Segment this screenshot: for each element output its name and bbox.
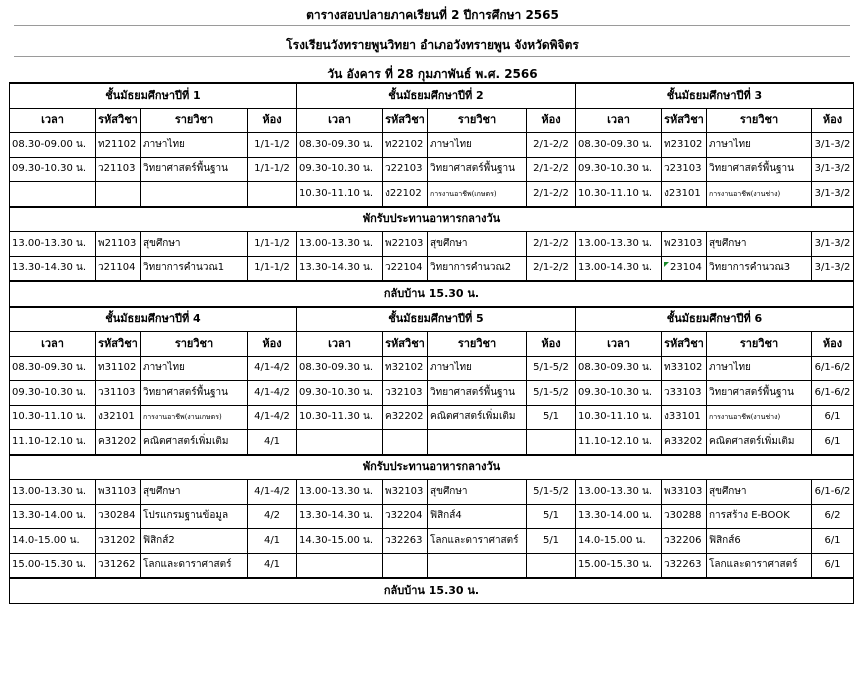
time-cell: 13.30-14.00 น.: [576, 504, 662, 529]
time-cell: 15.00-15.30 น.: [10, 553, 96, 578]
column-header-row: [10, 108, 854, 133]
subject-cell: [141, 182, 248, 207]
column-header-room: ห้อง: [527, 108, 576, 133]
code-text: ค33202: [664, 435, 703, 447]
code-text: ว32206: [664, 534, 702, 546]
column-header-subject: รายวิชา: [141, 108, 248, 133]
table-row: [10, 182, 854, 207]
column-header-code: รหัสวิชา: [662, 108, 707, 133]
column-header-code: รหัสวิชา: [96, 332, 141, 357]
column-header-time: เวลา: [576, 108, 662, 133]
time-cell: 10.30-11.10 น.: [576, 182, 662, 207]
time-cell: 13.30-14.00 น.: [10, 504, 96, 529]
grade-heading: ชั้นมัธยมศึกษาปีที่ 4: [10, 307, 297, 332]
code-cell: [383, 182, 428, 207]
time-cell: 08.30-09.30 น.: [576, 133, 662, 158]
table-row: [10, 381, 854, 406]
code-text: พ32103: [385, 485, 424, 497]
code-text: ง32101: [98, 411, 135, 423]
subject-cell: ภาษาไทย: [707, 356, 812, 381]
code-text: ว32204: [385, 510, 423, 522]
room-cell: 5/1-5/2: [527, 480, 576, 505]
code-text: ว22103: [385, 163, 423, 175]
room-cell: 1/1-1/2: [248, 157, 297, 182]
grade-heading: ชั้นมัธยมศึกษาปีที่ 6: [576, 307, 854, 332]
column-header-code: รหัสวิชา: [662, 332, 707, 357]
home-row: [10, 578, 854, 603]
room-cell: 3/1-3/2: [812, 182, 854, 207]
time-cell: 13.00-14.30 น.: [576, 256, 662, 281]
code-text: 23104: [670, 262, 702, 274]
subject-cell: วิทยาศาสตร์พื้นฐาน: [707, 381, 812, 406]
time-cell: 13.30-14.30 น.: [297, 504, 383, 529]
column-header-room: ห้อง: [812, 108, 854, 133]
table-row: [10, 256, 854, 281]
room-cell: 5/1: [527, 504, 576, 529]
room-cell: 5/1-5/2: [527, 381, 576, 406]
table-row: [10, 133, 854, 158]
room-cell: 3/1-3/2: [812, 232, 854, 257]
subject-cell: ภาษาไทย: [428, 133, 527, 158]
code-text: พ21103: [98, 237, 137, 249]
code-text: ว33103: [664, 386, 702, 398]
subject-cell: วิทยาการคำนวณ3: [707, 256, 812, 281]
code-cell: [662, 256, 707, 281]
code-cell: [662, 405, 707, 430]
time-cell: 10.30-11.10 น.: [576, 405, 662, 430]
time-cell: [297, 430, 383, 455]
divider: [14, 25, 850, 26]
code-cell: [96, 480, 141, 505]
code-cell: [96, 553, 141, 578]
subject-cell: การสร้าง E-BOOK: [707, 504, 812, 529]
column-header-code: รหัสวิชา: [96, 108, 141, 133]
code-text: ว32263: [664, 559, 702, 571]
comment-marker-icon: [664, 262, 669, 267]
code-cell: [96, 232, 141, 257]
divider: [14, 56, 850, 57]
code-text: ท31102: [98, 362, 137, 374]
subject-cell: โลกและดาราศาสตร์: [707, 553, 812, 578]
grade-heading: ชั้นมัธยมศึกษาปีที่ 3: [576, 83, 854, 108]
lunch-row: [10, 207, 854, 232]
column-header-subject: รายวิชา: [141, 332, 248, 357]
time-cell: 10.30-11.10 น.: [297, 182, 383, 207]
code-text: ท33102: [664, 362, 703, 374]
home-row: [10, 281, 854, 307]
column-header-time: เวลา: [576, 332, 662, 357]
room-cell: 2/1-2/2: [527, 157, 576, 182]
go-home-label: กลับบ้าน 15.30 น.: [10, 281, 854, 307]
column-header-time: เวลา: [10, 108, 96, 133]
subject-cell: วิทยาศาสตร์พื้นฐาน: [428, 381, 527, 406]
time-cell: 15.00-15.30 น.: [576, 553, 662, 578]
subject-cell: การงานอาชีพ(งานเกษตร): [141, 405, 248, 430]
code-cell: [383, 504, 428, 529]
code-cell: [662, 381, 707, 406]
time-cell: 10.30-11.10 น.: [10, 405, 96, 430]
time-cell: 13.00-13.30 น.: [576, 480, 662, 505]
room-cell: 4/2: [248, 504, 297, 529]
lunch-break-label: พักรับประทานอาหารกลางวัน: [10, 455, 854, 480]
subject-cell: ฟิสิกส์6: [707, 529, 812, 554]
column-header-time: เวลา: [10, 332, 96, 357]
subject-cell: โปรแกรมฐานข้อมูล: [141, 504, 248, 529]
code-cell: [662, 133, 707, 158]
room-cell: 1/1-1/2: [248, 256, 297, 281]
code-cell: [383, 405, 428, 430]
code-text: พ31103: [98, 485, 137, 497]
code-text: พ22103: [385, 237, 424, 249]
room-cell: 6/2: [812, 504, 854, 529]
time-cell: 10.30-11.30 น.: [297, 405, 383, 430]
code-cell: [96, 256, 141, 281]
time-cell: 13.30-14.30 น.: [297, 256, 383, 281]
code-text: ค31202: [98, 435, 137, 447]
code-text: ว31202: [98, 534, 136, 546]
code-cell: [96, 356, 141, 381]
subject-cell: ฟิสิกส์2: [141, 529, 248, 554]
code-cell: [383, 232, 428, 257]
room-cell: 6/1-6/2: [812, 356, 854, 381]
room-cell: 6/1-6/2: [812, 480, 854, 505]
column-header-subject: รายวิชา: [707, 108, 812, 133]
grade-header-row: [10, 307, 854, 332]
subject-cell: คณิตศาสตร์เพิ่มเติม: [428, 405, 527, 430]
room-cell: 4/1: [248, 529, 297, 554]
code-cell: [383, 553, 428, 578]
subject-cell: ภาษาไทย: [707, 133, 812, 158]
code-cell: [383, 256, 428, 281]
subject-cell: ภาษาไทย: [428, 356, 527, 381]
code-text: ว31103: [98, 386, 136, 398]
subject-cell: ภาษาไทย: [141, 133, 248, 158]
code-cell: [96, 430, 141, 455]
room-cell: 2/1-2/2: [527, 133, 576, 158]
room-cell: [527, 553, 576, 578]
code-cell: [662, 182, 707, 207]
code-cell: [662, 232, 707, 257]
room-cell: 6/1: [812, 553, 854, 578]
time-cell: 09.30-10.30 น.: [576, 157, 662, 182]
room-cell: [527, 430, 576, 455]
time-cell: 09.30-10.30 น.: [297, 381, 383, 406]
time-cell: 08.30-09.30 น.: [576, 356, 662, 381]
time-cell: 13.00-13.30 น.: [576, 232, 662, 257]
column-header-subject: รายวิชา: [428, 108, 527, 133]
code-text: ว32103: [385, 386, 423, 398]
room-cell: 5/1: [527, 405, 576, 430]
room-cell: 6/1: [812, 529, 854, 554]
room-cell: 5/1: [527, 529, 576, 554]
column-header-room: ห้อง: [248, 332, 297, 357]
subject-cell: [428, 430, 527, 455]
subject-cell: [428, 553, 527, 578]
code-text: ว21104: [98, 262, 136, 274]
time-cell: 09.30-10.30 น.: [576, 381, 662, 406]
code-text: ว21103: [98, 163, 136, 175]
code-cell: [96, 133, 141, 158]
lunch-row: [10, 455, 854, 480]
time-cell: 14.0-15.00 น.: [576, 529, 662, 554]
time-cell: 08.30-09.30 น.: [10, 356, 96, 381]
code-cell: [662, 480, 707, 505]
room-cell: 1/1-1/2: [248, 133, 297, 158]
code-text: ง22102: [385, 187, 422, 199]
code-text: ง33101: [664, 411, 701, 423]
code-cell: [662, 504, 707, 529]
code-text: ง23101: [664, 187, 701, 199]
code-text: ท32102: [385, 362, 424, 374]
subject-cell: ภาษาไทย: [141, 356, 248, 381]
table-row: [10, 356, 854, 381]
subject-cell: วิทยาศาสตร์พื้นฐาน: [707, 157, 812, 182]
room-cell: 4/1: [248, 553, 297, 578]
subject-cell: คณิตศาสตร์เพิ่มเติม: [141, 430, 248, 455]
time-cell: 08.30-09.30 น.: [297, 356, 383, 381]
time-cell: 11.10-12.10 น.: [576, 430, 662, 455]
code-cell: [96, 182, 141, 207]
code-text: พ33103: [664, 485, 703, 497]
column-header-room: ห้อง: [527, 332, 576, 357]
code-cell: [96, 381, 141, 406]
code-text: ว31262: [98, 559, 136, 571]
room-cell: 3/1-3/2: [812, 157, 854, 182]
table-row: [10, 232, 854, 257]
date-line: วัน อังคาร ที่ 28 กุมภาพันธ์ พ.ศ. 2566: [327, 67, 538, 81]
column-header-time: เวลา: [297, 332, 383, 357]
grade-header-row: [10, 83, 854, 108]
code-cell: [383, 480, 428, 505]
code-cell: [383, 356, 428, 381]
go-home-label: กลับบ้าน 15.30 น.: [10, 578, 854, 603]
code-cell: [96, 504, 141, 529]
subject-cell: การงานอาชีพ(เกษตร): [428, 182, 527, 207]
code-cell: [383, 157, 428, 182]
room-cell: 4/1-4/2: [248, 381, 297, 406]
room-cell: 4/1-4/2: [248, 356, 297, 381]
room-cell: 6/1: [812, 430, 854, 455]
code-text: ว30284: [98, 510, 136, 522]
column-header-subject: รายวิชา: [707, 332, 812, 357]
code-text: ท22102: [385, 138, 424, 150]
column-header-room: ห้อง: [812, 332, 854, 357]
subject-cell: สุขศึกษา: [428, 480, 527, 505]
subject-cell: การงานอาชีพ(งานช่าง): [707, 182, 812, 207]
time-cell: [10, 182, 96, 207]
table-row: [10, 553, 854, 578]
room-cell: 5/1-5/2: [527, 356, 576, 381]
table-row: [10, 529, 854, 554]
subject-cell: สุขศึกษา: [428, 232, 527, 257]
room-cell: [248, 182, 297, 207]
grade-heading: ชั้นมัธยมศึกษาปีที่ 5: [297, 307, 576, 332]
code-text: ว23103: [664, 163, 702, 175]
time-cell: 09.30-10.30 น.: [10, 381, 96, 406]
subject-cell: สุขศึกษา: [141, 232, 248, 257]
code-text: ท21102: [98, 138, 137, 150]
title-line: ตารางสอบปลายภาคเรียนที่ 2 ปีการศึกษา 2565: [306, 8, 559, 22]
time-cell: 13.00-13.30 น.: [297, 232, 383, 257]
code-cell: [96, 405, 141, 430]
subject-cell: ฟิสิกส์4: [428, 504, 527, 529]
code-text: ว22104: [385, 262, 423, 274]
room-cell: 4/1: [248, 430, 297, 455]
exam-schedule-table: [9, 82, 854, 604]
column-header-code: รหัสวิชา: [383, 332, 428, 357]
time-cell: 14.30-15.00 น.: [297, 529, 383, 554]
code-cell: [383, 430, 428, 455]
lunch-break-label: พักรับประทานอาหารกลางวัน: [10, 207, 854, 232]
time-cell: 08.30-09.30 น.: [297, 133, 383, 158]
grade-heading: ชั้นมัธยมศึกษาปีที่ 2: [297, 83, 576, 108]
time-cell: 14.0-15.00 น.: [10, 529, 96, 554]
table-row: [10, 504, 854, 529]
subject-cell: วิทยาศาสตร์พื้นฐาน: [428, 157, 527, 182]
room-cell: 3/1-3/2: [812, 256, 854, 281]
subject-cell: คณิตศาสตร์เพิ่มเติม: [707, 430, 812, 455]
subject-cell: สุขศึกษา: [707, 232, 812, 257]
table-row: [10, 157, 854, 182]
time-cell: 11.10-12.10 น.: [10, 430, 96, 455]
time-cell: 13.00-13.30 น.: [10, 480, 96, 505]
column-header-subject: รายวิชา: [428, 332, 527, 357]
grade-heading: ชั้นมัธยมศึกษาปีที่ 1: [10, 83, 297, 108]
column-header-time: เวลา: [297, 108, 383, 133]
code-cell: [383, 133, 428, 158]
subject-cell: วิทยาศาสตร์พื้นฐาน: [141, 157, 248, 182]
time-cell: 13.00-13.30 น.: [10, 232, 96, 257]
code-cell: [662, 529, 707, 554]
time-cell: [297, 553, 383, 578]
code-cell: [662, 157, 707, 182]
subject-cell: วิทยาศาสตร์พื้นฐาน: [141, 381, 248, 406]
room-cell: 6/1: [812, 405, 854, 430]
code-text: ว30288: [664, 510, 702, 522]
table-row: [10, 430, 854, 455]
room-cell: 2/1-2/2: [527, 256, 576, 281]
subject-cell: สุขศึกษา: [141, 480, 248, 505]
subject-cell: การงานอาชีพ(งานช่าง): [707, 405, 812, 430]
table-row: [10, 480, 854, 505]
subject-cell: วิทยาการคำนวณ1: [141, 256, 248, 281]
time-cell: 13.30-14.30 น.: [10, 256, 96, 281]
code-text: ท23102: [664, 138, 703, 150]
room-cell: 2/1-2/2: [527, 232, 576, 257]
time-cell: 13.00-13.30 น.: [297, 480, 383, 505]
column-header-room: ห้อง: [248, 108, 297, 133]
time-cell: 09.30-10.30 น.: [10, 157, 96, 182]
subject-cell: โลกและดาราศาสตร์: [428, 529, 527, 554]
code-cell: [662, 430, 707, 455]
column-header-code: รหัสวิชา: [383, 108, 428, 133]
code-text: พ23103: [664, 237, 703, 249]
subject-cell: โลกและดาราศาสตร์: [141, 553, 248, 578]
time-cell: 09.30-10.30 น.: [297, 157, 383, 182]
room-cell: 2/1-2/2: [527, 182, 576, 207]
code-cell: [96, 529, 141, 554]
code-cell: [662, 553, 707, 578]
room-cell: 3/1-3/2: [812, 133, 854, 158]
time-cell: 08.30-09.00 น.: [10, 133, 96, 158]
table-row: [10, 405, 854, 430]
code-cell: [662, 356, 707, 381]
room-cell: 1/1-1/2: [248, 232, 297, 257]
code-cell: [383, 529, 428, 554]
subject-cell: วิทยาการคำนวณ2: [428, 256, 527, 281]
subject-cell: สุขศึกษา: [707, 480, 812, 505]
code-text: ว32263: [385, 534, 423, 546]
code-text: ค32202: [385, 411, 424, 423]
room-cell: 4/1-4/2: [248, 480, 297, 505]
code-cell: [383, 381, 428, 406]
school-line: โรงเรียนวังทรายพูนวิทยา อำเภอวังทรายพูน จังหวัดพิจิตร: [286, 38, 579, 52]
room-cell: 6/1-6/2: [812, 381, 854, 406]
column-header-row: [10, 332, 854, 357]
room-cell: 4/1-4/2: [248, 405, 297, 430]
code-cell: [96, 157, 141, 182]
